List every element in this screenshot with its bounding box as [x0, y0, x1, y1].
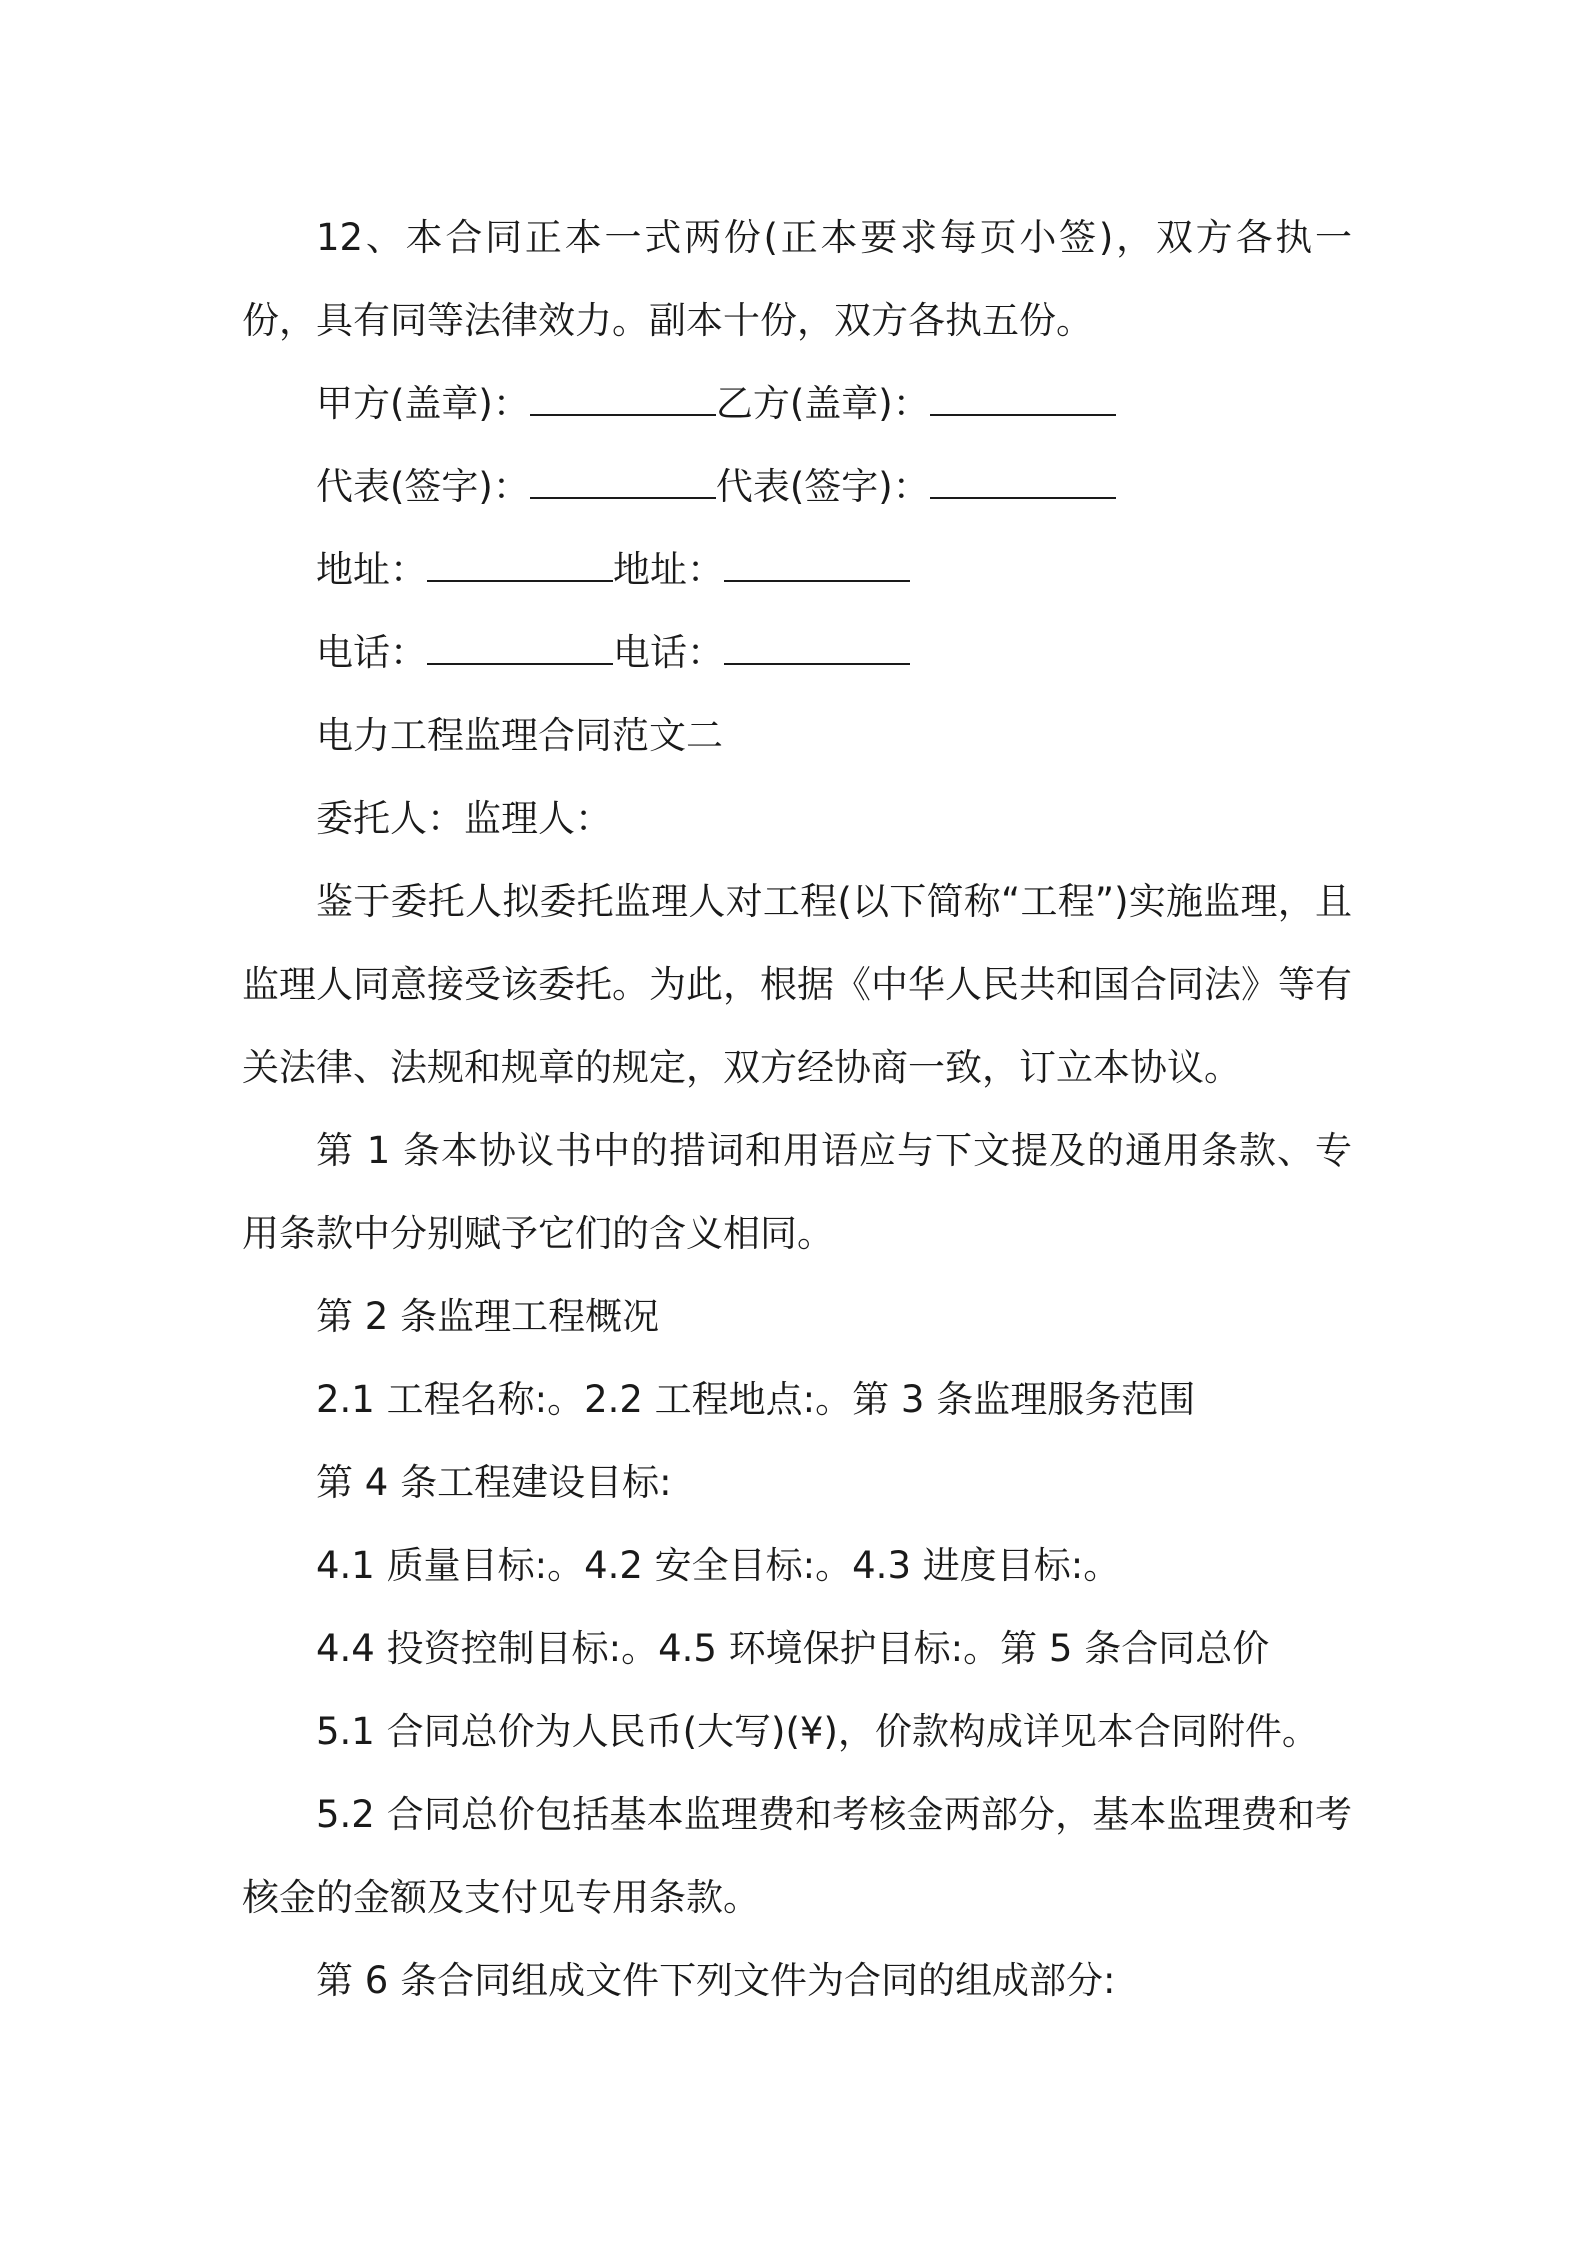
signature-row-representative — [242, 445, 1352, 528]
party-a-representative-blank[interactable] — [530, 475, 716, 499]
party-b-phone-blank[interactable] — [724, 641, 910, 665]
party-b-seal-blank[interactable] — [930, 392, 1116, 416]
signature-row-phone — [242, 611, 1352, 694]
article-4-items-a: 4.1 质量目标:。4.2 安全目标:。4.3 进度目标:。 — [316, 1544, 1121, 1587]
signature-row-address — [242, 528, 1352, 611]
preamble-paragraph: 鉴于委托人拟委托监理人对工程(以下简称“工程”)实施监理，且监理人同意接受该委托。为此，根据《中华人民共和国合同法》等有关法律、法规和规章的规定，双方经协商一致，订立本协议。 — [242, 880, 1352, 1089]
party-a-phone-blank[interactable] — [427, 641, 613, 665]
article-6-paragraph: 第 6 条合同组成文件下列文件为合同的组成部分: — [316, 1959, 1116, 2002]
article-4-heading: 第 4 条工程建设目标: — [316, 1461, 672, 1504]
party-a-seal-label: 甲方(盖章)： — [316, 382, 530, 425]
party-b-phone-label: 电话： — [613, 631, 724, 674]
article-1-paragraph: 第 1 条本协议书中的措词和用语应与下文提及的通用条款、专用条款中分别赋予它们的含义相同。 — [242, 1129, 1352, 1255]
party-b-representative-label: 代表(签字)： — [715, 465, 930, 508]
article-2-items: 2.1 工程名称:。2.2 工程地点:。第 3 条监理服务范围 — [316, 1378, 1196, 1421]
party-a-seal-blank[interactable] — [530, 392, 716, 416]
article-5-1-paragraph: 5.1 合同总价为人民币(大写)(¥)，价款构成详见本合同附件。 — [316, 1710, 1319, 1753]
document-body — [242, 196, 1352, 2022]
party-a-representative-label: 代表(签字)： — [316, 465, 530, 508]
section-title: 电力工程监理合同范文二 — [316, 714, 723, 757]
article-4-items-b: 4.4 投资控制目标:。4.5 环境保护目标:。第 5 条合同总价 — [316, 1627, 1270, 1670]
party-a-address-blank[interactable] — [427, 558, 613, 582]
party-b-seal-label: 乙方(盖章)： — [715, 382, 930, 425]
article-5-2-paragraph: 5.2 合同总价包括基本监理费和考核金两部分，基本监理费和考核金的金额及支付见专用条款。 — [242, 1793, 1352, 1919]
party-b-representative-blank[interactable] — [930, 475, 1116, 499]
clause-12-paragraph: 12、本合同正本一式两份(正本要求每页小签)，双方各执一份，具有同等法律效力。副本十份，双方各执五份。 — [242, 216, 1352, 342]
parties-line: 委托人：监理人： — [316, 797, 612, 840]
party-a-address-label: 地址： — [316, 548, 427, 591]
party-b-address-label: 地址： — [613, 548, 724, 591]
party-b-address-blank[interactable] — [724, 558, 910, 582]
article-2-heading: 第 2 条监理工程概况 — [316, 1295, 660, 1338]
signature-row-seal — [242, 362, 1352, 445]
party-a-phone-label: 电话： — [316, 631, 427, 674]
